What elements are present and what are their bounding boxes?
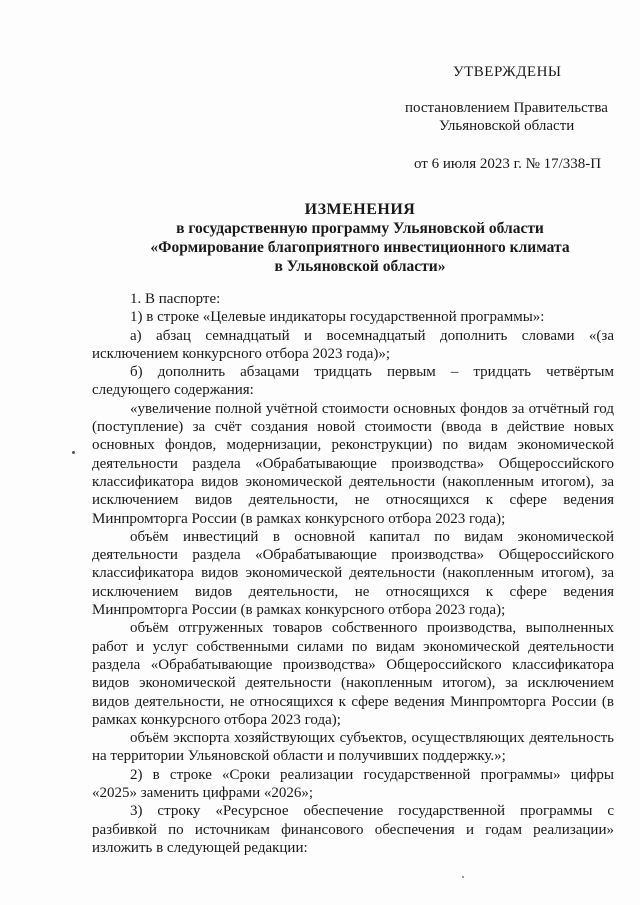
heading-line-3: «Формирование благоприятного инвестиционного климата xyxy=(150,239,570,256)
paragraph: объём отгруженных товаров собственного производства, выполненных работ и услуг собственными силами по видам экономической деятельности раздела «Обрабатывающие производства» Общероссийского классификатора видов экономической деятельности (накопленным итогом), за исключением видов деятельности, не относящихся к сфере ведения Минпромторга России (в рамках конкурсного отбора 2023 года); xyxy=(92,620,614,728)
heading-line-2: в государственную программу Ульяновской области xyxy=(176,220,544,237)
scan-speck xyxy=(72,451,75,454)
approval-line-2: Ульяновской области xyxy=(439,118,575,134)
paragraph: а) абзац семнадцатый и восемнадцатый дополнить словами «(за исключением конкурсного отбора 2023 года)»; xyxy=(92,327,614,362)
paragraph: 1) в строке «Целевые индикаторы государственной программы»: xyxy=(130,309,545,326)
paragraph: 3) строку «Ресурсное обеспечение государственной программы с разбивкой по источникам финансового обеспечения и годам реализации» изложить в следующей редакции: xyxy=(92,803,614,856)
paragraph: 2) в строке «Сроки реализации государственной программы» цифры «2025» заменить цифрами «2026»; xyxy=(92,766,614,802)
heading-line-4: в Ульяновской области» xyxy=(274,258,446,275)
document-heading xyxy=(60,200,640,276)
approval-line-1: постановлением Правительства xyxy=(405,100,608,116)
approval-title: УТВЕРЖДЕНЫ xyxy=(453,64,562,80)
document-body xyxy=(92,290,614,857)
paragraph: объём инвестиций в основной капитал по видам экономической деятельности раздела «Обрабатывающие производства» Общероссийского классификатора видов экономической деятельности (накопленным итогом), за исключением видов деятельности, не относящихся к сфере ведения Минпромторга России (в рамках конкурсного отбора 2023 года); xyxy=(92,528,614,619)
paragraph: «увеличение полной учётной стоимости основных фондов за отчётный год (поступление) за счёт создания новой стоимости (ввода в действие новых основных фондов, модернизации, реконструкции) по видам экономической деятельности раздела «Обрабатывающие производства» Общероссийского классификатора видов экономической деятельности (накопленным итогом), за исключением видов деятельности, не относящихся к сфере ведения Минпромторга России (в рамках конкурсного отбора 2023 года); xyxy=(92,400,614,527)
paragraph: б) дополнить абзацами тридцать первым – тридцать четвёртым следующего содержания: xyxy=(92,364,614,399)
paragraph: 1. В паспорте: xyxy=(130,291,221,307)
heading-title: ИЗМЕНЕНИЯ xyxy=(304,201,416,218)
paragraph: объём экспорта хозяйствующих субъектов, осуществляющих деятельность на территории Ульяновской области и получивших поддержку.»; xyxy=(92,730,614,765)
scan-speck xyxy=(462,876,464,878)
approval-line-3: от 6 июля 2023 г. № 17/338-П xyxy=(414,156,602,172)
